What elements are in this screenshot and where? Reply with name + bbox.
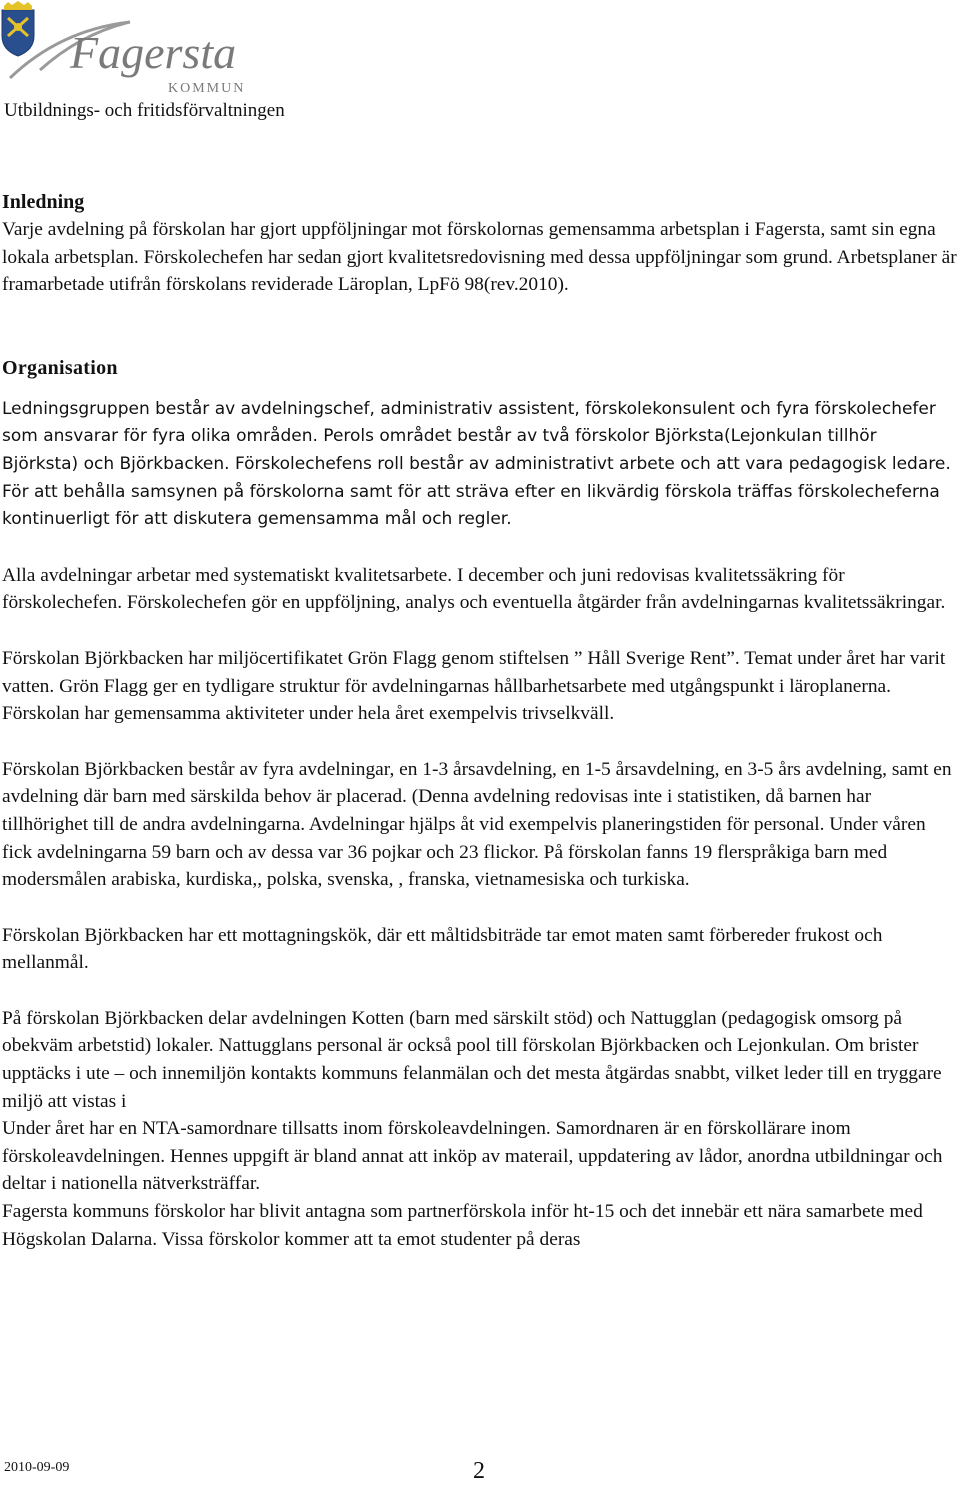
footer-date: 2010-09-09: [4, 1460, 70, 1475]
org-paragraph-1: Ledningsgruppen består av avdelningschef, administrativ assistent, förskolekonsulent och fyra förskolechefer som ansvarar för fyra olika områden. Perols området består av två förskolor Björksta(Lejonkulan tillhör Björksta) och Björkbacken. Förskolechefens roll består av administrativt arbete och att vara pedagogisk ledare. För att behålla samsynen på förskolorna samt för att sträva efter en likvärdig förskola träffas förskolecheferna kontinuerligt för att diskutera gemensamma mål och regler.: [2, 398, 951, 530]
org-paragraph-4: Förskolan Björkbacken består av fyra avdelningar, en 1-3 årsavdelning, en 1-5 årsavdelning, en 3-5 års avdelning, samt en avdelning där barn med särskilda behov är placerad. (Denna avdelning redovisas inte i statistiken, då barnen har tillhörighet till de andra avdelningarna. Avdelningar hjälps åt vid exempelvis planeringstiden för personal. Under våren fick avdelningarna 59 barn och av dessa var 36 pojkar och 23 flickor. På förskolan fanns 19 flerspråkiga barn med modersmålen arabiska, kurdiska,, polska, svenska, , franska, vietnamesiska och turkiska.: [2, 758, 952, 891]
org-paragraph-2: Alla avdelningar arbetar med systematiskt kvalitetsarbete. I december och juni redovisas kvalitetssäkring för förskolechefen. Förskolechefen gör en uppföljning, analys och eventuella åtgärder från avdelningarnas kvalitetssäkringar.: [2, 564, 946, 614]
org-paragraph-3: Förskolan Björkbacken har miljöcertifikatet Grön Flagg genom stiftelsen ” Håll Sverige Rent”. Temat under året har varit vatten. Grön Flagg ger en tydligare struktur för avdelningarnas hållbarhetsarbete med utgångspunkt i läroplanerna. Förskolan har gemensamma aktiviteter under hela året exempelvis trivselkväll.: [2, 647, 946, 725]
org-paragraph-5: Förskolan Björkbacken har ett mottagningskök, där ett måltidsbiträde tar emot maten samt förbereder frukost och mellanmål.: [2, 924, 883, 974]
document-body: [2, 188, 957, 1253]
org-paragraph-6: På förskolan Björkbacken delar avdelningen Kotten (barn med särskilt stöd) och Nattugglan (pedagogisk omsorg på obekväm arbetstid) lokaler. Nattugglans personal är också pool till förskolan Björkbacken och Lejonkulan. Om brister upptäcks i ute – och innemiljön kontakts kommuns felanmälan och det mesta åtgärdas snabbt, vilket leder till en tryggare miljö att vistas i: [2, 1007, 942, 1112]
page-number: 2: [473, 1458, 485, 1484]
intro-paragraph: Varje avdelning på förskolan har gjort uppföljningar mot förskolornas gemensamma arbetsplan i Fagersta, samt sin egna lokala arbetsplan. Förskolechefen har sedan gjort kvalitetsredovisning med dessa uppföljningar som grund. Arbetsplaner är framarbetade utifrån förskolans reviderade Läroplan, LpFö 98(rev.2010).: [2, 219, 957, 296]
logo-wordmark: Fagersta: [70, 27, 237, 78]
coat-of-arms-icon: [2, 1, 34, 56]
department-name: Utbildnings- och fritidsförvaltningen: [4, 100, 285, 121]
section-heading-intro: Inledning: [2, 191, 85, 213]
org-paragraph-7: Under året har en NTA-samordnare tillsatts inom förskoleavdelningen. Samordnaren är en förskollärare inom förskoleavdelningen. Hennes uppgift är bland annat att inköp av materail, uppdatering av lådor, anordna utbildningar och deltar i nationella nätverksträffar.: [2, 1118, 943, 1195]
org-paragraph-8: Fagersta kommuns förskolor har blivit antagna som partnerförskola inför ht-15 och det innebär ett nära samarbete med Högskolan Dalarna. Vissa förskolor kommer att ta emot studenter på deras: [2, 1201, 923, 1250]
section-heading-organisation: Organisation: [2, 356, 118, 379]
logo-subtitle: KOMMUN: [168, 81, 246, 96]
fagersta-logo: [0, 0, 250, 100]
logo-graphic: [0, 0, 250, 100]
